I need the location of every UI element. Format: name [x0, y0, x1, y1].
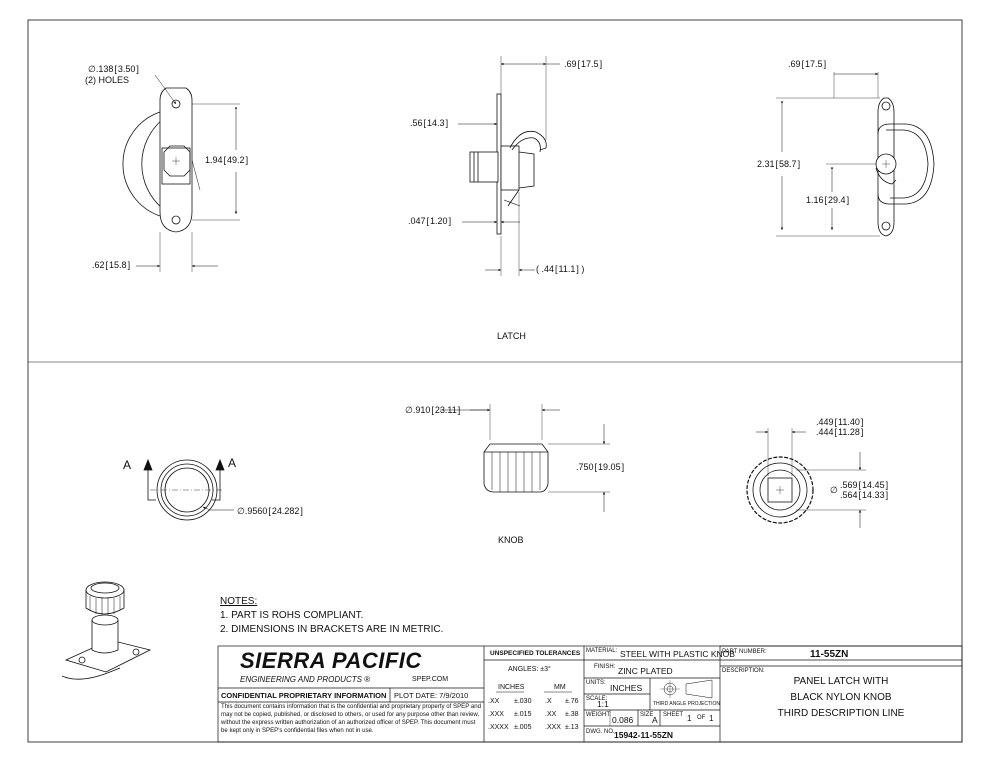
knob-flat-dim: [816, 417, 863, 437]
desc-line-2: BLACK NYLON KNOB: [790, 692, 892, 703]
mm-head: MM: [554, 684, 566, 691]
section-mark-right: A: [228, 456, 237, 470]
scale-value: 1:1: [597, 699, 609, 709]
part-label: PART NUMBER:: [722, 649, 767, 655]
tolerances-heading: UNSPECIFIED TOLERANCES: [490, 650, 581, 657]
latch-back-width: .69: [788, 59, 801, 69]
of-label: OF: [697, 715, 706, 721]
units-value: INCHES: [610, 683, 643, 693]
knob-bore-min-mm: [ 14.33 ]: [858, 490, 889, 500]
part-number: 11-55ZN: [810, 649, 849, 660]
knob-base-dia-mm: [ 24.282 ]: [267, 506, 303, 516]
units-label: UNITS:: [586, 680, 606, 686]
company-sub-text: ENGINEERING AND PRODUCTS: [240, 675, 362, 684]
description-block: [720, 674, 962, 722]
of-value: 1: [709, 714, 714, 723]
tol-in-fmt-2: .XXX: [488, 711, 504, 718]
inches-head: INCHES: [498, 684, 525, 691]
latch-back-half: 1.16: [806, 195, 824, 205]
knob-bore-dim: [840, 480, 888, 500]
knob-bore-max: .569: [840, 480, 858, 490]
latch-back-width-dim: [788, 59, 826, 69]
note-2: 2. DIMENSIONS IN BRACKETS ARE IN METRIC.: [220, 624, 444, 635]
knob-top-dia: ∅.910: [405, 405, 431, 415]
angles-tolerance: ANGLES: ±3°: [508, 666, 551, 673]
confidential-heading: CONFIDENTIAL PROPRIETARY INFORMATION: [221, 691, 387, 700]
latch-hole-dia-mm: [ 3.50 ]: [113, 64, 139, 74]
registered-mark: ®: [364, 675, 371, 684]
knob-top-dia-dim: [405, 405, 460, 416]
notes-heading: NOTES:: [220, 596, 258, 607]
latch-back-half-dim: [806, 195, 849, 205]
knob-bottom-view: [747, 428, 866, 528]
tol-mm-val-1: ±.76: [565, 698, 579, 705]
company-website: SPEP.COM: [412, 676, 449, 683]
latch-side-boss-dim: [410, 118, 448, 128]
tol-mm-fmt-1: .X: [545, 698, 552, 705]
dwg-number: 15942-11-55ZN: [614, 730, 674, 740]
knob-flat-max: .449: [816, 417, 834, 427]
tol-mm-val-3: ±.13: [565, 724, 579, 731]
knob-flat-min-mm: [ 11.28 ]: [834, 427, 864, 437]
tol-in-val-2: ±.015: [514, 711, 532, 718]
tol-in-fmt-1: .XX: [488, 698, 500, 705]
plot-date: PLOT DATE: 7/9/2010: [394, 691, 469, 700]
material-value: STEEL WITH PLASTIC KNOB: [620, 649, 735, 659]
finish-label: FINISH:: [594, 664, 616, 670]
scale-label: SCALE:: [586, 696, 608, 702]
latch-hole-dia: ∅.138: [88, 64, 114, 74]
material-label: MATERIAL:: [586, 648, 618, 654]
weight-value: 0.086: [612, 715, 634, 725]
desc-line-3: THIRD DESCRIPTION LINE: [777, 708, 905, 719]
latch-hole-count: (2) HOLES: [85, 75, 130, 85]
knob-bore-min: .564: [840, 490, 858, 500]
weight-label: WEIGHT:: [586, 712, 611, 718]
note-1: 1. PART IS ROHS COMPLIANT.: [220, 610, 364, 621]
latch-view-label: LATCH: [497, 331, 526, 341]
latch-back-height-mm: [ 58.7 ]: [775, 159, 801, 169]
knob-bore-max-mm: [ 14.45 ]: [858, 480, 889, 490]
latch-back-height-dim: [757, 159, 800, 169]
latch-side-depth: .69: [564, 59, 577, 69]
assembly-iso-view: [62, 582, 150, 679]
latch-front-width-dim: [92, 260, 130, 270]
finish-value: ZINC PLATED: [618, 666, 673, 676]
latch-front-width-mm: [ 15.8 ]: [105, 260, 131, 270]
knob-height: .750: [576, 462, 594, 472]
size-label: SIZE: [640, 712, 654, 718]
tol-in-val-1: ±.030: [514, 698, 532, 705]
latch-back-height: 2.31: [757, 159, 775, 169]
tol-mm-fmt-2: .XX: [545, 711, 557, 718]
knob-base-dia-dim: [237, 506, 303, 517]
latch-front-width: .62: [92, 260, 105, 270]
knob-plan-view: [144, 460, 234, 520]
latch-back-view: [776, 72, 934, 236]
knob-height-dim: [576, 462, 624, 472]
latch-back-width-mm: [ 17.5 ]: [801, 59, 827, 69]
tol-mm-fmt-3: .XXX: [545, 724, 561, 731]
latch-side-thickness-mm: [ 1.20 ]: [426, 216, 452, 226]
knob-height-mm: [ 19.05 ]: [594, 462, 625, 472]
knob-flat-max-mm: [ 11.40 ]: [834, 417, 864, 427]
latch-side-thickness-dim: [408, 216, 451, 226]
latch-side-depth-dim: [564, 59, 602, 69]
desc-label: DESCRIPTION:: [722, 668, 765, 674]
size-value: A: [652, 715, 658, 725]
knob-flat-min: .444: [816, 427, 834, 437]
company-name: SIERRA PACIFIC: [240, 648, 422, 673]
knob-bore-prefix: ∅: [830, 485, 838, 495]
latch-front-height-dim: [205, 155, 248, 165]
latch-back-half-mm: [ 29.4 ]: [824, 195, 850, 205]
third-angle-symbol: [660, 680, 712, 698]
tol-mm-val-2: ±.38: [565, 711, 579, 718]
knob-view-label: KNOB: [498, 535, 524, 545]
tol-in-fmt-3: .XXXX: [488, 724, 509, 731]
latch-side-boss: .56: [410, 118, 423, 128]
sheet-value: 1: [687, 714, 692, 723]
latch-side-offset: .44: [541, 264, 555, 274]
desc-line-1: PANEL LATCH WITH: [793, 676, 889, 687]
latch-front-view: [123, 75, 240, 272]
latch-side-boss-mm: [ 14.3 ]: [423, 118, 449, 128]
latch-side-depth-mm: [ 17.5 ]: [577, 59, 603, 69]
latch-front-height-mm: [ 49.2 ]: [223, 155, 249, 165]
latch-hole-dim: [88, 64, 139, 75]
section-mark-left: A: [123, 458, 132, 472]
company-sub: [240, 675, 370, 684]
tol-in-val-3: ±.005: [514, 724, 532, 731]
sheet-label: SHEET: [663, 712, 684, 718]
latch-front-height: 1.94: [205, 155, 223, 165]
dwg-label: DWG. NO.: [586, 729, 615, 735]
latch-side-offset-mm: [ 11.1 ]: [554, 264, 579, 274]
confidential-text: This document contains information that is the confidential and proprietary property of SPEP and may not be copied, published, or disclosed to others, or used for any purpose other than review, without the express written authorization of an authorized officer of SPEP. This document must be kept only in SPEP's confidential files when not in use.: [221, 703, 482, 734]
latch-side-thickness: .047: [408, 216, 426, 226]
knob-side-view: [440, 404, 610, 512]
projection-label: THIRD ANGLE PROJECTION: [653, 701, 720, 707]
knob-base-dia: ∅.9560: [237, 506, 268, 516]
latch-side-offset-dim: ( .44[ 11.1 ] ): [536, 264, 584, 274]
latch-side-view: [458, 56, 560, 276]
knob-top-dia-mm: [ 23.11 ]: [430, 405, 460, 415]
